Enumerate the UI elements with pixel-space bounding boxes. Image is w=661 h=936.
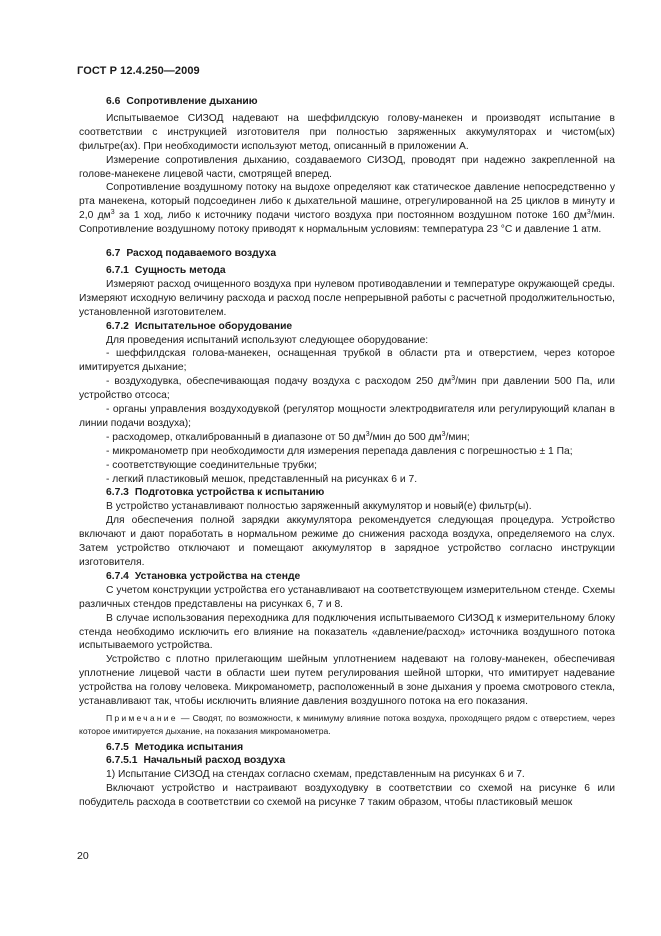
- list-item: - шеффилдская голова-манекен, оснащенная трубкой в области рта и отверстием, через которое имитируется дыхание;: [79, 348, 615, 374]
- text-run: /мин при давлении 500 Па, или устройство отсоса;: [79, 376, 615, 402]
- section-title: Установка устройства на стенде: [134, 570, 301, 582]
- section-title: Методика испытания: [134, 741, 244, 753]
- note-label: Примечание: [106, 712, 178, 723]
- section-heading-6-7-3: [79, 486, 615, 500]
- text-run: - воздуходувка, обеспечивающая подачу воздуха с расходом 250 дм: [106, 376, 452, 388]
- note-text: — Сводят, по возможности, к минимуму влияние потока воздуха, проходящего рядом с отверстием, через которое имитируется дыхание, на показания микроманометра.: [79, 712, 615, 736]
- paragraph: [79, 181, 615, 237]
- superscript: 3: [441, 430, 446, 438]
- section-heading-6-7: [79, 247, 615, 261]
- section-number: 6.6: [106, 96, 121, 107]
- section-number: 6.7.5.1: [106, 755, 138, 767]
- section-title: Сущность метода: [134, 264, 226, 276]
- section-heading-6-7-4: [79, 570, 615, 584]
- section-number: 6.7.3: [106, 487, 129, 499]
- section-heading-6-7-1: [79, 264, 615, 278]
- page-number: 20: [77, 850, 89, 862]
- section-title: Сопротивление дыханию: [126, 96, 258, 107]
- list-item: - легкий пластиковый мешок, представленный на рисунках 6 и 7.: [106, 473, 418, 485]
- section-heading-6-7-2: [79, 320, 615, 334]
- list-item: [79, 431, 615, 445]
- section-title: Расход подаваемого воздуха: [126, 248, 277, 260]
- page-content: [79, 95, 615, 810]
- section-title: Испытательное оборудование: [134, 320, 293, 332]
- section-number: 6.7.1: [106, 264, 129, 276]
- superscript: 3: [451, 375, 456, 383]
- paragraph: Устройство с плотно прилегающим шейным уплотнением надевают на голову-манекен, обеспечивая уплотнение лицевой части в области шеи путем регулирования шейной шторки, что имитирует надевание устройства на голову человека. Микроманометр, расположенный в зоне дыхания у проема смотрового стекла, устанавливают так, чтобы исключить влияние давления воздушного потока на его показания.: [79, 654, 615, 708]
- section-title: Подготовка устройства к испытанию: [134, 487, 325, 499]
- document-header: ГОСТ Р 12.4.250—2009: [77, 65, 200, 77]
- section-heading-6-7-5-1: [79, 754, 615, 768]
- section-heading-6-7-5: [79, 741, 615, 755]
- paragraph: 1) Испытание СИЗОД на стендах согласно схемам, представленным на рисунках 6 и 7.: [106, 769, 525, 781]
- section-number: 6.7.4: [106, 570, 129, 582]
- superscript: 3: [586, 209, 591, 217]
- note: [79, 712, 615, 738]
- section-number: 6.7.2: [106, 320, 129, 332]
- list-item: [79, 375, 615, 403]
- text-run: /мин до 500 дм: [369, 431, 442, 443]
- paragraph: С учетом конструкции устройства его устанавливают на соответствующем измерительном стенде. Схемы различных стендов представлены на рисунках 6, 7 и 8.: [79, 584, 615, 610]
- text-run: /мин. Сопротивление воздушному потоку приводят к нормальным условиям: температура 23 °С и давление 1 атм.: [79, 210, 616, 236]
- paragraph: Испытываемое СИЗОД надевают на шеффилдскую голову-манекен и производят испытание в соответствии с инструкцией изготовителя при полностью заряженных аккумуляторах и чистом(ых) фильтре(ах). При необходимости используют метод, описанный в приложении А.: [79, 112, 615, 152]
- section-number: 6.7.5: [106, 741, 129, 753]
- superscript: 3: [365, 430, 370, 438]
- list-item: - микроманометр при необходимости для измерения перепада давления с погрешностью ± 1 Па;: [106, 445, 573, 457]
- paragraph: В устройство устанавливают полностью заряженный аккумулятор и новый(е) фильтр(ы).: [106, 501, 532, 513]
- section-heading-6-6: [79, 95, 615, 109]
- paragraph: Для проведения испытаний используют следующее оборудование:: [106, 334, 429, 346]
- text-run: /мин;: [445, 431, 470, 443]
- paragraph: Включают устройство и настраивают воздуходувку в соответствии со схемой на рисунке 6 или побудитель расхода в соответствии со схемой на рисунке 7 таким образом, чтобы пластиковый мешок: [79, 783, 615, 809]
- paragraph: Для обеспечения полной зарядки аккумулятора рекомендуется следующая процедура. Устройство включают и дают поработать в нормальном режиме до снижения расхода воздуха, определяемого на слух. Затем устройство отключают и помещают аккумулятор в зарядное устройство согласно инструкции изготовителя.: [79, 515, 615, 568]
- text-run: Сопротивление воздушному потоку на выдохе определяют как статическое давление непосредственно у рта манекена, который подсоединен либо к дыхательной машине, отрегулированной на 25 циклов в минуту и 2,0 дм: [79, 182, 615, 222]
- section-number: 6.7: [106, 248, 121, 260]
- paragraph: В случае использования переходника для подключения испытываемого СИЗОД к измерительному блоку стенда необходимо исключить его влияние на показатель «давление/расход» источника воздушного потока испытываемого устройства.: [79, 612, 615, 652]
- superscript: 3: [110, 209, 115, 217]
- paragraph: Измерение сопротивления дыханию, создаваемого СИЗОД, проводят при надежно закрепленной на голове-манекене лицевой части, смотрящей вперед.: [79, 154, 615, 180]
- list-item: - соответствующие соединительные трубки;: [106, 459, 317, 471]
- text-run: - расходомер, откалиброванный в диапазоне от 50 дм: [106, 431, 366, 443]
- text-run: за 1 ход, либо к источнику подачи чистого воздуха при постоянном воздушном потоке 160 дм: [114, 210, 587, 222]
- list-item: - органы управления воздуходувкой (регулятор мощности электродвигателя или регулирующий клапан в линии подачи воздуха);: [79, 404, 615, 429]
- paragraph: Измеряют расход очищенного воздуха при нулевом противодавлении и температуре окружающей среды. Измеряют исходную величину расхода и расход после непрерывной работы с расчетной продолжительностью, установленной изготовителем.: [79, 278, 615, 318]
- section-title: Начальный расход воздуха: [143, 755, 286, 767]
